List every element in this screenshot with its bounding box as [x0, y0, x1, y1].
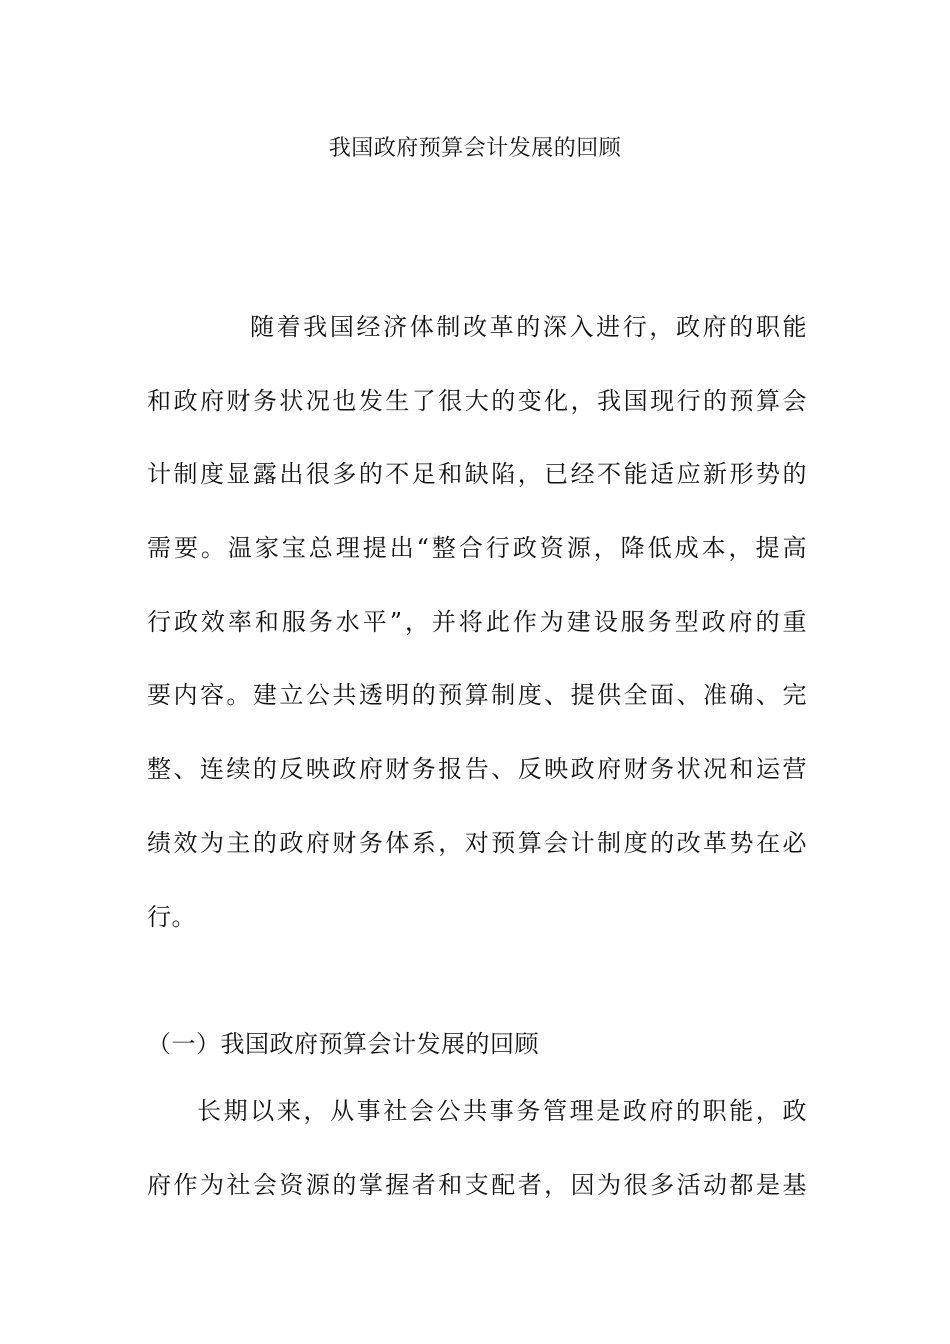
section-heading: （一）我国政府预算会计发展的回顾 [147, 1030, 539, 1058]
paragraph1-line: 整、连续的反映政府财务报告、反映政府财务状况和运营 [147, 755, 807, 783]
paragraph1-line: 绩效为主的政府财务体系，对预算会计制度的改革势在必 [147, 829, 807, 857]
paragraph1-line: 和政府财务状况也发生了很大的变化，我国现行的预算会 [147, 387, 807, 415]
paragraph2-line: 长期以来，从事社会公共事务管理是政府的职能，政 [197, 1097, 807, 1125]
paragraph1-line: 行政效率和服务水平”，并将此作为建设服务型政府的重 [147, 608, 807, 636]
paragraph1-line: 要内容。建立公共透明的预算制度、提供全面、准确、完 [147, 681, 807, 709]
document-title: 我国政府预算会计发展的回顾 [328, 136, 622, 161]
paragraph1-line: 计制度显露出很多的不足和缺陷，已经不能适应新形势的 [147, 460, 807, 488]
paragraph1-line: 行。 [147, 903, 196, 931]
paragraph1-line: 需要。温家宝总理提出“整合行政资源，降低成本，提高 [147, 534, 807, 562]
paragraph2-line: 府作为社会资源的掌握者和支配者，因为很多活动都是基 [147, 1171, 807, 1199]
paragraph1-line: 随着我国经济体制改革的深入进行，政府的职能 [250, 313, 807, 341]
